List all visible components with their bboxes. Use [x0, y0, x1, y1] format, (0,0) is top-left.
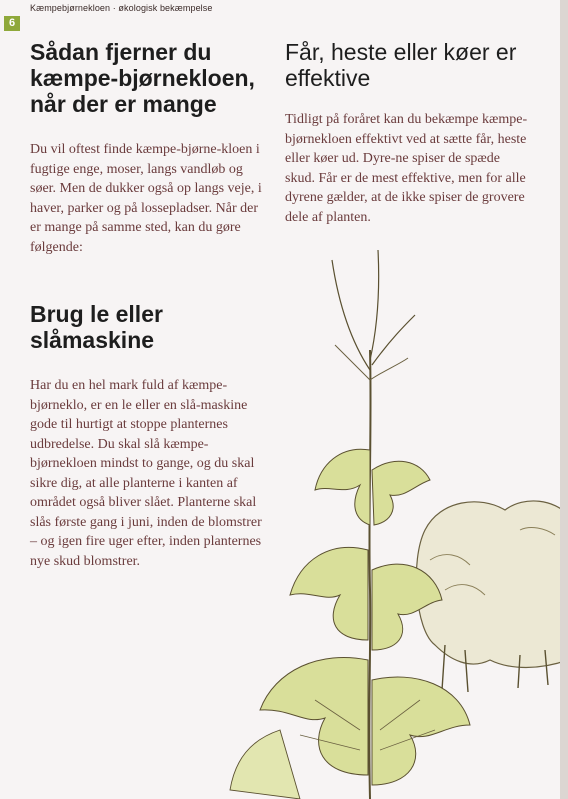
- left-intro-paragraph: Du vil oftest finde kæmpe-bjørne-kloen i fugtige enge, moser, langs vandløb og søer. Men de dukker også op langs veje, i haver, parker og på lossepladser. Når der er mange på samme sted, kan du gøre følgende:: [30, 142, 262, 255]
- brug-le-paragraph: Har du en hel mark fuld af kæmpe-bjørneklo, er en le eller en slå-maskine gode til hurtigt at stoppe planternes udbredelse. Du skal slå kæmpe-bjørnekloen mindst to gange, og du skal sikre dig, at alle planterne i kanten af området også bliver slået. Planterne skal slås første gang i juni, inden de blomstrer – og igen fire uger efter, inden planternes nye skud blomstrer.: [30, 378, 262, 569]
- hogweed-sheep-illustration: [220, 230, 568, 799]
- page-edge-strip: [560, 0, 568, 799]
- brug-le-heading: Brug le eller slåmaskine: [30, 301, 163, 353]
- right-heading: Får, heste eller køer er effektive: [285, 39, 517, 91]
- right-paragraph: Tidligt på foråret kan du bekæmpe kæmpe-bjørnekloen effektivt ved at sætte får, heste eller køer ud. Dyre-ne spiser de spæde skud. Får er de mest effektive, men for alle dyrene gælder, at de ikke spiser de grovere dele af planten.: [285, 112, 528, 225]
- page-number: 6: [4, 16, 20, 31]
- left-heading: Sådan fjerner du kæmpe-bjørnekloen, når der er mange: [30, 39, 255, 117]
- running-header: Kæmpebjørnekloen · økologisk bekæmpelse: [30, 3, 213, 13]
